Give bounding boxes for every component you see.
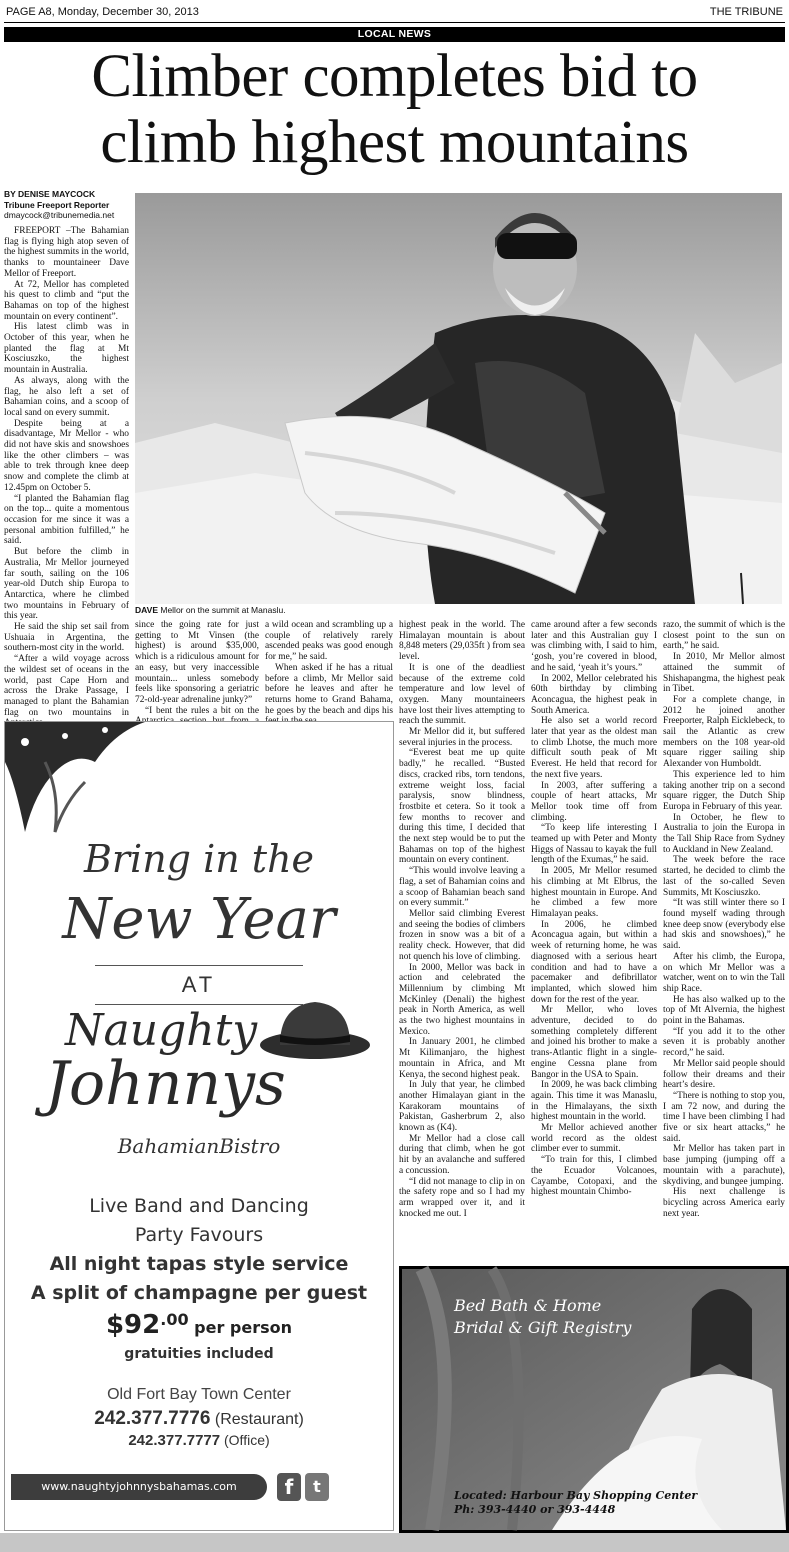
paragraph: This experience led to him taking another trip on a second square rigger, the Dutch Ship Europa in February of this year. — [663, 769, 785, 812]
byline-email[interactable]: dmaycock@tribunemedia.net — [4, 210, 115, 220]
paragraph: razo, the summit of which is the closest point to the sun on earth,” he said. — [663, 620, 785, 652]
naughty-johnnys-ad[interactable] — [4, 721, 394, 1531]
paragraph: He said the ship set sail from Ushuaia in Argentina, the southern-most city in the world. — [4, 622, 129, 654]
climber-photo — [135, 193, 782, 604]
paragraph: In 2002, Mellor celebrated his 60th birthday by climbing Aconcagua, the highest peak in South America. — [531, 673, 657, 716]
paragraph: came around after a few seconds later and this Australian guy I was climbing with, I said to him, ‘gosh, you’re covered in blood, and he said, ‘yeah it’s yours.” — [531, 620, 657, 673]
article-column-3 — [265, 620, 393, 716]
ad-bb-heading: Bed Bath & Home Bridal & Gift Registry — [454, 1296, 632, 1337]
ad-offer-line: Party Favours — [134, 1224, 264, 1246]
climber-photo-image — [135, 193, 782, 604]
byline-author: BY DENISE MAYCOCK — [4, 189, 96, 199]
paragraph: For a complete change, in 2012 he joined another Freeporter, Ralph Eicklebeck, to sail the Atlantic as crew members on the 108 year-old square rigger sailing ship Alexander von Humboldt. — [663, 694, 785, 770]
paragraph: “To train for this, I climbed the Ecuador Volcanoes, Cayambe, Cotopaxi, and the highest mountain Chimbo- — [531, 1155, 657, 1198]
paragraph: Mr Mellor achieved another world record as the oldest climber ever to summit. — [531, 1123, 657, 1155]
article-column-6 — [663, 620, 785, 1260]
byline — [4, 189, 114, 221]
paragraph: since the going rate for just getting to Mt Vinsen (the highest) is around $35,000, which is a ridiculous amount for an easy, but very inaccessible mountain... unless somebody feels like sponsoring a geriatric 72-old-year adrenaline junky?” — [135, 620, 259, 705]
paragraph: In 2010, Mr Mellor almost attained the summit of Shishapangma, the highest peak in Tibet. — [663, 652, 785, 695]
paragraph: In October, he flew to Australia to join the Europa in the Tall Ship Race from Sydney to Auckland in New Zealand. — [663, 812, 785, 855]
ad-brand-naughty: Naughty — [65, 1005, 258, 1056]
paragraph: “There is nothing to stop you, I am 72 now, and during the time I have been climbing I had five or six heart attacks,” he said. — [663, 1090, 785, 1144]
ad-location: Old Fort Bay Town Center — [107, 1386, 291, 1403]
paragraph: a wild ocean and scrambling up a couple of relatively rarely ascended peaks was good enough for me,” he said. — [265, 620, 393, 663]
paragraph: In 2000, Mellor was back in action and celebrated the Millennium by climbing Mt McKinley (Denali) the highest peak in North America, as well as the two highest mountains in Mexico. — [399, 962, 525, 1037]
paragraph: In January 2001, he climbed Mt Kilimanjaro, the highest mountain in Africa, and Mt Kenya, the second highest peak. — [399, 1037, 525, 1080]
ad-phone-office[interactable]: 242.377.7777 (Office) — [128, 1432, 270, 1449]
paragraph: At 72, Mellor has completed his quest to climb and “put the Bahamas on top of the highest mountain on every continent”. — [4, 279, 129, 322]
paragraph: He has also walked up to the top of Mt Alvernia, the highest point in the Bahamas. — [663, 994, 785, 1027]
article-column-4 — [399, 620, 525, 1260]
paragraph: Mr Mellor had a close call during that climb, when he got hit by an avalanche and suffered a concussion. — [399, 1133, 525, 1176]
headline-line-2: climb highest mountains — [100, 109, 689, 176]
paragraph: “If you add it to the other seven it is probably another record,” he said. — [663, 1026, 785, 1059]
paragraph: “Everest beat me up quite badly,” he recalled. “Busted discs, cracked ribs, torn tendons, extreme weight loss, facial paralysis, snow blindness, frostbite et cetera. So it took a few months to recover and during this time, I decided that the next step would be to put the Bahamas on top of the highest mountain on every continent. — [399, 748, 525, 866]
paragraph: When asked if he has a ritual before a climb, Mr Mellor said before he leaves and after he returns home to Grand Bahama, he goes by the beach and dips his — [265, 662, 393, 716]
byline-role: Tribune Freeport Reporter — [4, 199, 110, 210]
paragraph: “It was still winter there so I found myself wading through knee deep snow (everybody else had skis and snowshoes),” he said. — [663, 898, 785, 952]
paragraph: “I did not manage to clip in on the safety rope and so I had my arm wrapped over it, and it knocked me out. I — [399, 1176, 525, 1219]
ad-bb-phone[interactable]: Ph: 393-4440 or 393-4448 — [454, 1503, 616, 1516]
paragraph: He also set a world record later that year as the oldest man to climb Lhotse, the much more difficult south peak of Mt Everest. He held that record for the next five years. — [531, 716, 657, 780]
paragraph: Mellor said climbing Everest and seeing the bodies of climbers frozen in snow was a bit of a reality check. However, that did not quench his love of climbing. — [399, 908, 525, 962]
ad-at: AT — [181, 972, 217, 997]
header-rule — [4, 22, 785, 23]
paragraph: His latest climb was in October of this year, when he planted the flag at Mt Kosciuszko, the highest mountain in Australia. — [4, 322, 129, 376]
paragraph: “I bent the rules a bit on the — [145, 705, 259, 716]
ad-new-year: New Year — [62, 887, 336, 952]
paragraph: Despite being at a disadvantage, Mr Mellor - who did not have skis and snowshoes like the other climbers – was able to trek through knee deep snow and complete the climb at 12.45pm on October 5. — [4, 418, 129, 493]
paragraph: After his climb, the Europa, on which Mr Mellor was a watcher, went on to win the Tall ship Race. — [663, 951, 785, 994]
paragraph: But before the climb in Australia, Mr Mellor journeyed far south, sailing on the 106 year-old Dutch ship Europa to Antarctica, where he climbed two mountains in February of this year. — [4, 547, 129, 622]
ad-divider — [95, 965, 303, 966]
newspaper-name: THE TRIBUNE — [709, 6, 783, 18]
decorative-swirl-icon — [5, 722, 145, 842]
ad-offer-line: A split of champagne per guest — [30, 1282, 368, 1304]
photo-caption: DAVE Mellor on the summit at Manaslu. — [135, 605, 286, 615]
ad-price: $92.00 per person — [105, 1310, 293, 1340]
paragraph: Mr Mellor said people should follow their dreams and their heart’s desire. — [663, 1058, 785, 1091]
paragraph: As always, along with the flag, he also left a set of Bahamian coins, and a scoop of local sand on every summit. — [4, 375, 129, 418]
paragraph: “After a wild voyage across the wildest set of oceans in the world, past Cape Horn and across the Drake Passage, I managed to plant the Bahamian flag on two mountains in — [4, 654, 129, 718]
page-folio: PAGE A8, Monday, December 30, 2013 — [6, 6, 199, 18]
paragraph: Mr Mellor has taken part in base jumping (jumping off a mountain with a parachute), skydiving, and bungee jumping. — [663, 1144, 785, 1187]
ad-bahamian-bistro: BahamianBistro — [117, 1134, 281, 1158]
bed-bath-home-ad[interactable] — [399, 1266, 789, 1533]
paragraph: In July that year, he climbed another Himalayan giant in the Karakoram mountains of Pakistan, Gasherbrum 2, also known as (K4). — [399, 1080, 525, 1134]
ad-bb-contact — [454, 1489, 697, 1517]
section-label: LOCAL NEWS — [4, 27, 785, 42]
ad-gratuities: gratuities included — [124, 1346, 274, 1362]
ad-phone-restaurant[interactable]: 242.377.7776 (Restaurant) — [94, 1408, 304, 1429]
paragraph: His next challenge is bicycling across America early next year. — [663, 1187, 785, 1219]
paragraph: Mr Mellor did it, but suffered several injuries in the process. — [399, 727, 525, 748]
ad-website-link[interactable]: www.naughtyjohnnysbahamas.com — [11, 1474, 267, 1500]
paragraph: The week before the race started, he decided to climb the last of the so-called Seven Summits, Mt Kosciuszko. — [663, 855, 785, 898]
paragraph: highest peak in the world. The Himalayan mountain is about 8,848 meters (29,035ft ) from sea level. — [399, 620, 525, 663]
ad-bring-in-the: Bring in the — [83, 837, 315, 881]
footer-band — [0, 1533, 789, 1552]
ad-brand-johnnys: Johnnys — [45, 1049, 286, 1119]
paragraph: In 2003, after suffering a couple of heart attacks, Mr Mellor took time off from climbing. — [531, 780, 657, 823]
article-column-1 — [4, 226, 129, 716]
headline — [0, 44, 789, 176]
ad-offer-list — [5, 1192, 393, 1308]
facebook-icon[interactable]: f — [277, 1473, 301, 1501]
paragraph: FREEPORT –The Bahamian flag is flying high atop seven of the highest summits in the world, thanks to mountaineer Dave Mellor of Freeport. — [4, 226, 129, 279]
ad-offer-line: Live Band and Dancing — [89, 1195, 309, 1217]
article-column-5 — [531, 620, 657, 1260]
headline-line-1: Climber completes bid to — [91, 43, 698, 110]
paragraph: In 2006, he climbed Aconcagua again, but within a week of returning home, he was diagnosed with a serious heart condition and had to have a pacemaker and defibrillator implanted, which slowed him down for the rest of the year. — [531, 919, 657, 1005]
paragraph: In 2005, Mr Mellor resumed his climbing at Mt Elbrus, the highest mountain in Europe. And he climbed a few more Himalayan peaks. — [531, 866, 657, 919]
paragraph: “To keep life interesting I teamed up with Peter and Monty Higgs of Nassau to kayak the full length of the Exumas,” he said. — [531, 823, 657, 866]
ad-offer-line: All night tapas style service — [49, 1253, 349, 1275]
paragraph: It is one of the deadliest because of the extreme cold temperature and low level of oxygen. Many mountaineers have lost their lives attempting to reach the summit. — [399, 662, 525, 727]
article-column-2 — [135, 620, 259, 716]
ad-bb-location: Located: Harbour Bay Shopping Center — [454, 1489, 698, 1502]
paragraph: “This would involve leaving a flag, a set of Bahamian coins and a scoop of Bahamian beach sand on every summit.” — [399, 866, 525, 909]
paragraph: In 2009, he was back climbing again. This time it was Manaslu, in the Himalayans, the sixth highest mountain in the world. — [531, 1080, 657, 1123]
paragraph: Mr Mellor, who loves adventure, decided to do something completely different and joined his brother to make a trans-Atlantic flight in a single-engine Cessna plane from Bangor in the USA to Spain. — [531, 1005, 657, 1080]
paragraph: “I planted the Bahamian flag on the top... quite a momentous occasion for me since it was a personal ambition fulfilled,” he said. — [4, 493, 129, 547]
twitter-icon[interactable]: t — [305, 1473, 329, 1501]
